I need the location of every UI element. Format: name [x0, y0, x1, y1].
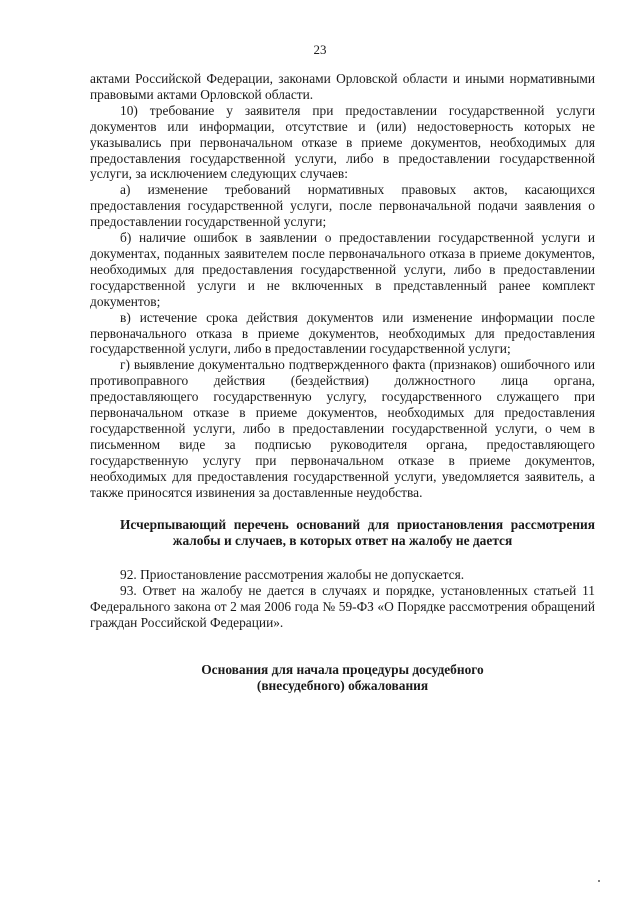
paragraph-92: 92. Приостановление рассмотрения жалобы не допускается. [120, 567, 465, 583]
paragraph-item-10: 10) требование у заявителя при предоставлении государственной услуги документов или информации, отсутствие и (или) недостоверность которых не указывались при первоначальном отказе в приеме документов, необходимых для предоставления государственной услуги, либо в предоставлении государственной услуги, за исключением следующих случаев: [90, 102, 595, 182]
section-heading-grounds-line1: Основания для начала процедуры досудебного [201, 661, 484, 677]
section-heading-suspension: Исчерпывающий перечень оснований для приостановления рассмотрения жалобы и случаев, в которых ответ на жалобу не дается [120, 517, 595, 549]
paragraph-subitem-b: б) наличие ошибок в заявлении о предоставлении государственной услуги и документах, поданных заявителем после первоначального отказа в приеме документов, необходимых для предоставления государственной услуги, либо в предоставлении государственной услуги и не включенных в представленный ранее комплект документов; [90, 230, 595, 309]
paragraph-subitem-a: а) изменение требований нормативных правовых актов, касающихся предоставления государственной услуги, после первоначальной подачи заявления о предоставлении государственной услуги; [90, 182, 595, 230]
document-body [90, 71, 595, 694]
page-number: 23 [313, 42, 327, 57]
paragraph-subitem-g: г) выявление документально подтвержденного факта (признаков) ошибочного или противоправного действия (бездействия) должностного лица органа, предоставляющего государственную услугу, государственного служащего при первоначальном отказе в приеме документов, необходимых для предоставления государственной услуги, либо в предоставлении государственной услуги, о чем в письменном виде за подписью руководителя органа, предоставляющего государственную услугу при первоначальном отказе в приеме документов, необходимых для предоставления государственной услуги, уведомляется заявитель, а также приносятся извинения за доставленные неудобства. [90, 357, 595, 500]
paragraph-subitem-v: в) истечение срока действия документов или изменение информации после первоначального отказа в приеме документов, необходимых для предоставления государственной услуги, либо в предоставлении государственной услуги; [90, 309, 595, 357]
scan-speck [598, 880, 600, 882]
paragraph-93: 93. Ответ на жалобу не дается в случаях и порядке, установленных статьей 11 Федерального закона от 2 мая 2006 года № 59-ФЗ «О Порядке рассмотрения обращений граждан Российской Федерации». [90, 583, 595, 630]
paragraph-continuation: актами Российской Федерации, законами Орловской области и иными нормативными правовыми актами Орловской области. [90, 71, 595, 102]
section-heading-grounds-line2: (внесудебного) обжалования [256, 677, 429, 693]
